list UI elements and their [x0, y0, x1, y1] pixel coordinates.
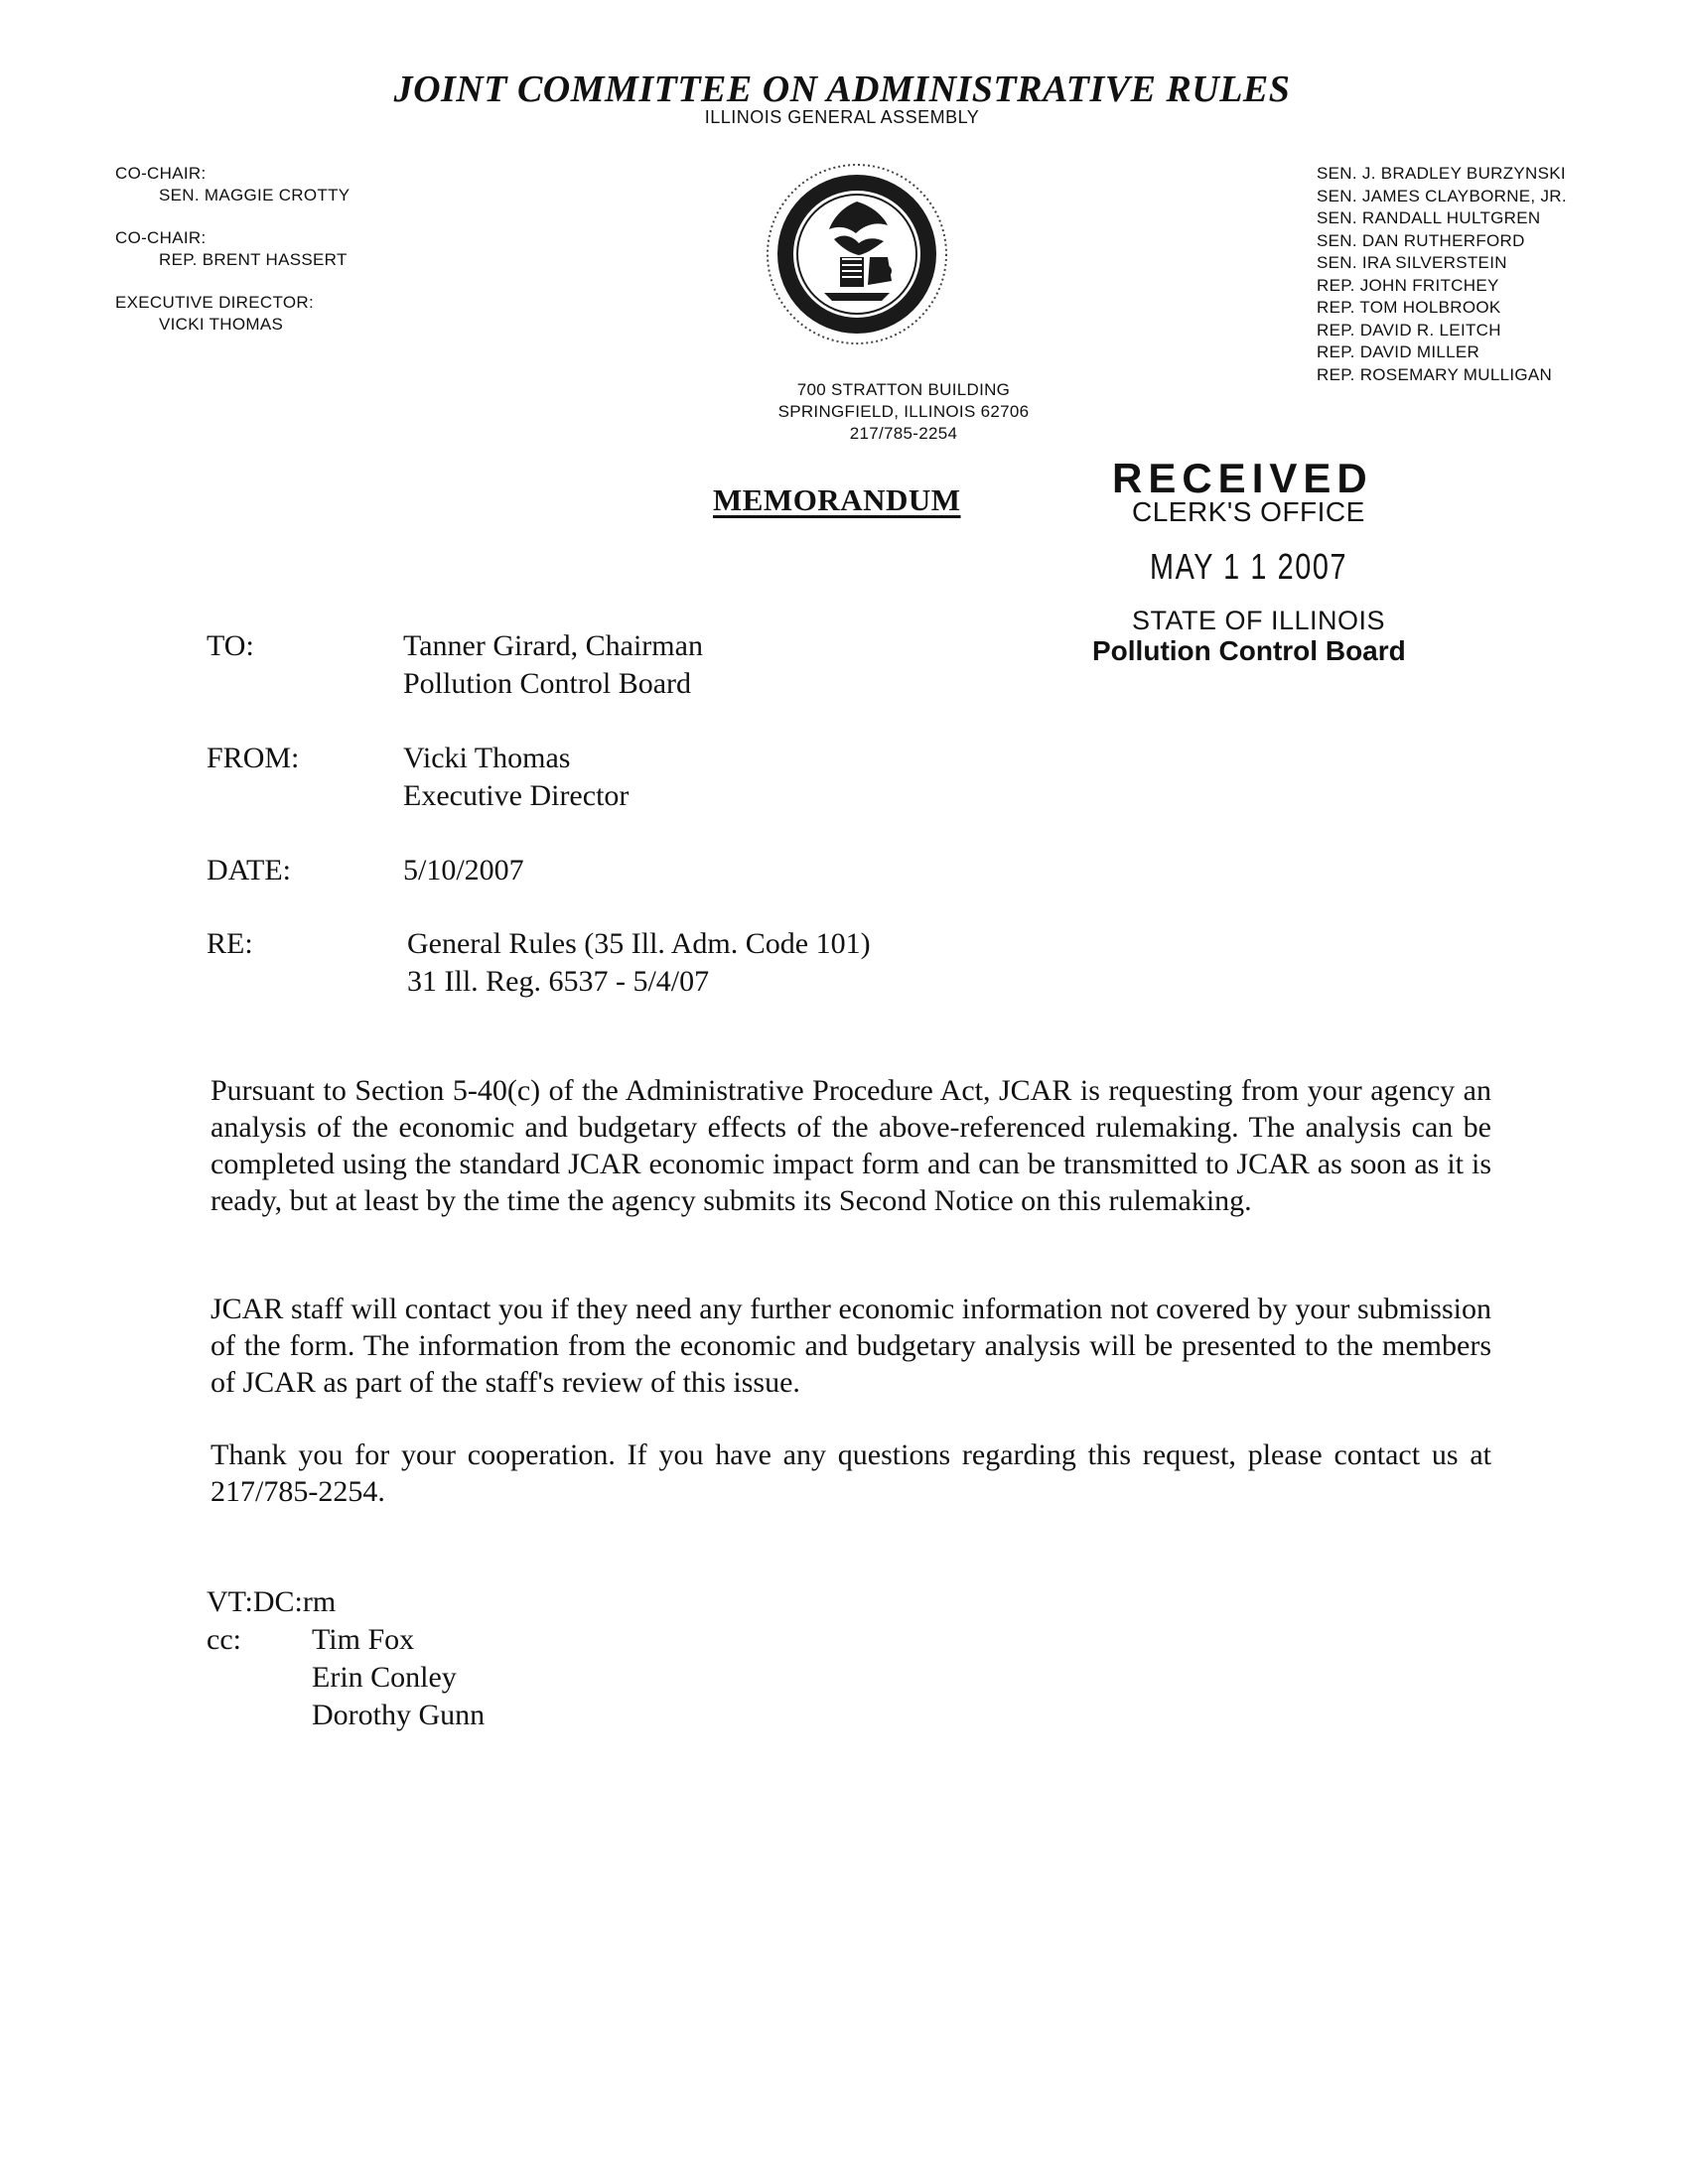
member-name: SEN. JAMES CLAYBORNE, JR. — [1317, 186, 1567, 205]
cc-recipient: Dorothy Gunn — [312, 1699, 486, 1731]
re-value — [407, 925, 871, 1001]
to-recipient: Tanner Girard, Chairman — [403, 629, 703, 662]
officer-name: SEN. MAGGIE CROTTY — [159, 186, 351, 205]
from-title: Executive Director — [403, 779, 630, 812]
to-organization: Pollution Control Board — [403, 667, 692, 700]
from-label: FROM: — [207, 742, 300, 774]
cc-recipient: Erin Conley — [312, 1661, 457, 1694]
cc-label: cc: — [207, 1623, 241, 1656]
committee-address — [695, 379, 1112, 445]
date-value: 5/10/2007 — [403, 854, 524, 887]
from-sender: Vicki Thomas — [403, 742, 571, 774]
from-value — [403, 740, 629, 815]
committee-members-list — [1317, 163, 1567, 386]
member-name: REP. TOM HOLBROOK — [1317, 298, 1501, 317]
stamp-board: Pollution Control Board — [1092, 635, 1406, 666]
officer-role: EXECUTIVE DIRECTOR: — [115, 293, 314, 312]
state-seal-icon — [765, 162, 949, 346]
memorandum-heading: MEMORANDUM — [713, 482, 961, 517]
stamp-office: CLERK'S OFFICE — [1132, 496, 1365, 527]
stamp-date: MAY 1 1 2007 — [1150, 546, 1348, 587]
body-paragraph-3: Thank you for your cooperation. If you have any questions regarding this request, please contact us at 217/785-2254. — [210, 1438, 1491, 1508]
officer-name: REP. BRENT HASSERT — [159, 250, 348, 269]
body-paragraph-1: Pursuant to Section 5-40(c) of the Administrative Procedure Act, JCAR is requesting from your agency an analysis of the economic and budgetary effects of the above-referenced rulemaking. The analysis can be completed using the standard JCAR economic impact form and can be transmitted to JCAR as soon as it is ready, but at least by the time the agency submits its Second Notice on this rulemaking. — [210, 1074, 1491, 1217]
assembly-subtitle: ILLINOIS GENERAL ASSEMBLY — [704, 107, 980, 127]
stamp-received: RECEIVED — [1112, 455, 1373, 501]
re-subject: General Rules (35 Ill. Adm. Code 101) — [407, 927, 871, 960]
address-street: 700 STRATTON BUILDING — [796, 380, 1011, 399]
officer-role: CO-CHAIR: — [115, 164, 207, 183]
member-name: REP. ROSEMARY MULLIGAN — [1317, 364, 1553, 384]
committee-title: JOINT COMMITTEE ON ADMINISTRATIVE RULES — [393, 68, 1291, 110]
address-phone: 217/785-2254 — [849, 424, 958, 443]
to-label: TO: — [207, 629, 254, 662]
member-name: SEN. IRA SILVERSTEIN — [1317, 253, 1507, 272]
officer-name: VICKI THOMAS — [159, 315, 284, 334]
member-name: SEN. DAN RUTHERFORD — [1317, 230, 1525, 250]
cc-recipient: Tim Fox — [312, 1623, 415, 1656]
cc-list — [312, 1621, 485, 1734]
re-register: 31 Ill. Reg. 6537 - 5/4/07 — [407, 965, 710, 998]
member-name: SEN. RANDALL HULTGREN — [1317, 208, 1541, 227]
member-name: REP. DAVID MILLER — [1317, 342, 1480, 361]
officer-role: CO-CHAIR: — [115, 228, 207, 247]
officers-list — [115, 163, 350, 356]
member-name: SEN. J. BRADLEY BURZYNSKI — [1317, 164, 1566, 183]
address-city: SPRINGFIELD, ILLINOIS 62706 — [777, 402, 1030, 421]
re-label: RE: — [207, 927, 253, 960]
member-name: REP. DAVID R. LEITCH — [1317, 320, 1501, 340]
to-value — [403, 627, 703, 703]
stamp-state: STATE OF ILLINOIS — [1132, 606, 1386, 635]
date-label: DATE: — [207, 854, 291, 887]
reference-initials: VT:DC:rm — [207, 1585, 337, 1618]
member-name: REP. JOHN FRITCHEY — [1317, 275, 1499, 295]
body-paragraph-2: JCAR staff will contact you if they need any further economic information not covered by your submission of the form. The information from the economic and budgetary analysis will be presented to the members of JCAR as part of the staff's review of this issue. — [210, 1293, 1491, 1399]
